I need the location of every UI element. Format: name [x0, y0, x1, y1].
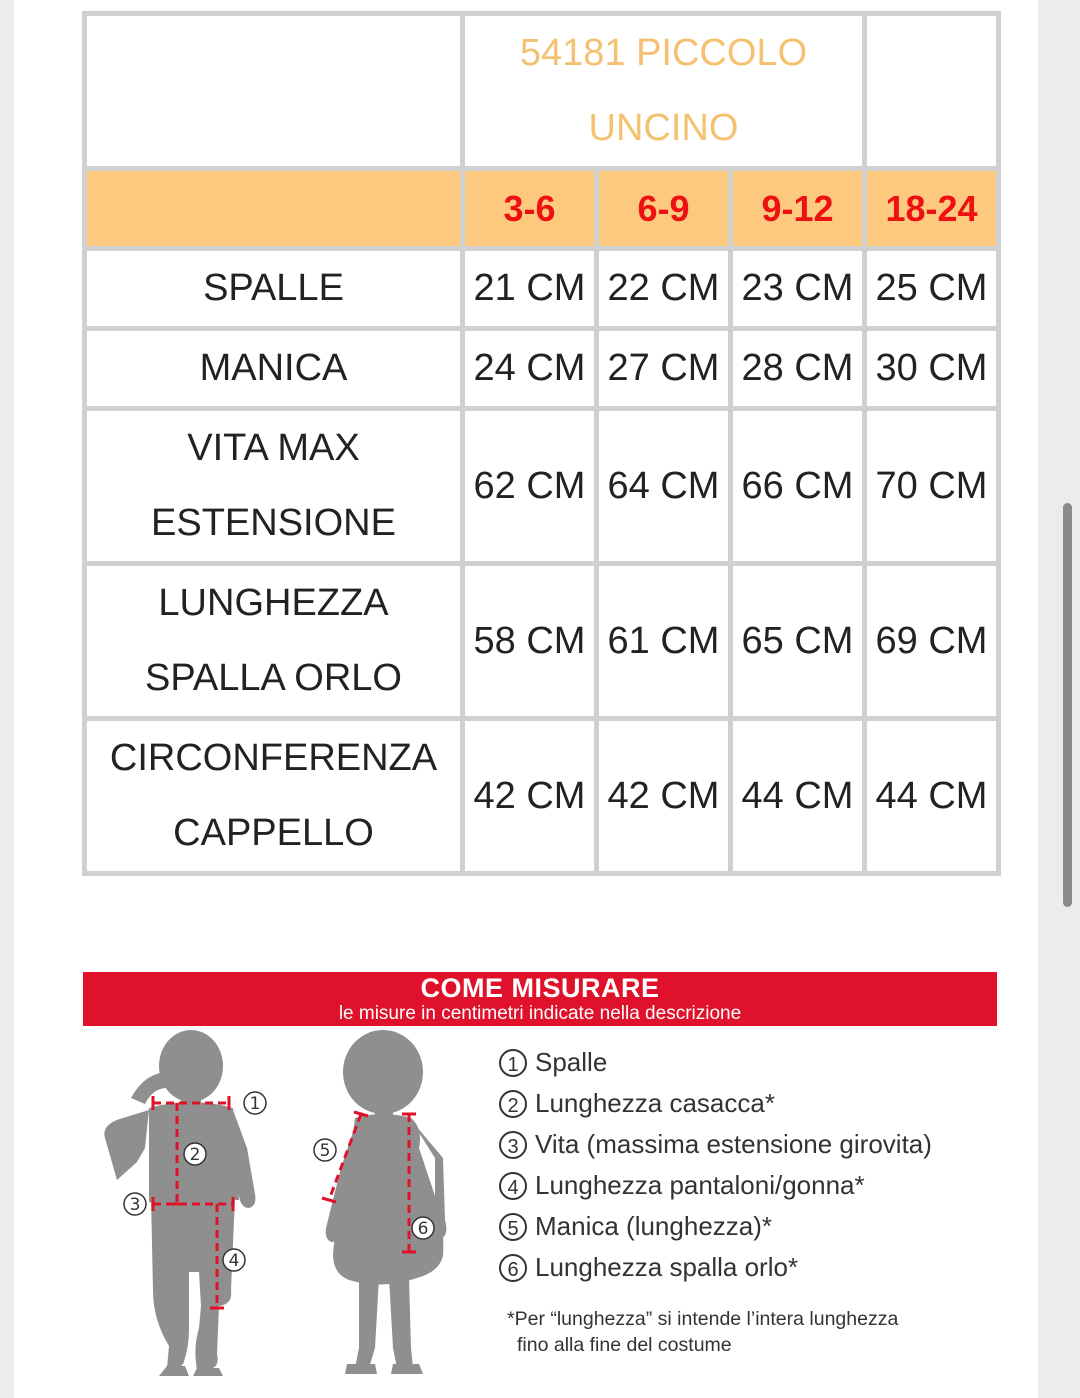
empty-corner-cell: [87, 16, 460, 166]
size-cell: 9-12: [733, 171, 862, 246]
legend-text: Vita (massima estensione girovita): [535, 1129, 932, 1159]
marker-3: 3: [129, 1195, 141, 1215]
measure-label: [87, 251, 460, 326]
measurement-legend: [499, 1042, 932, 1288]
legend-item: [499, 1083, 932, 1124]
measure-label-line: CAPPELLO: [173, 812, 374, 854]
marker-4: 4: [228, 1251, 240, 1271]
legend-item: [499, 1206, 932, 1247]
measure-label-line: VITA MAX: [187, 427, 360, 469]
legend-text: Lunghezza pantaloni/gonna*: [535, 1170, 865, 1200]
value-cell: 66 CM: [733, 411, 862, 561]
legend-number: 5: [499, 1213, 527, 1241]
empty-header-cell: [867, 16, 996, 166]
vertical-scrollbar[interactable]: [1063, 503, 1072, 907]
measure-label: [87, 411, 460, 561]
marker-6: 6: [417, 1219, 429, 1239]
legend-text: Manica (lunghezza)*: [535, 1211, 773, 1241]
footnote-line: fino alla fine del costume: [517, 1334, 732, 1356]
measurement-figures: [83, 1028, 483, 1378]
table-header-row: [87, 16, 996, 166]
measure-label: [87, 331, 460, 406]
marker-5: 5: [319, 1141, 331, 1161]
table-row: [87, 566, 996, 716]
legend-text: Lunghezza casacca*: [535, 1088, 775, 1118]
value-cell: 69 CM: [867, 566, 996, 716]
legend-item: [499, 1124, 932, 1165]
length-footnote: [507, 1306, 898, 1358]
value-cell: 25 CM: [867, 251, 996, 326]
how-to-measure-section: [83, 970, 997, 1380]
legend-number: 3: [499, 1131, 527, 1159]
value-cell: 70 CM: [867, 411, 996, 561]
marker-2: 2: [189, 1145, 201, 1165]
value-cell: 30 CM: [867, 331, 996, 406]
value-cell: 22 CM: [599, 251, 728, 326]
size-cell: 3-6: [465, 171, 594, 246]
size-table: [82, 11, 1001, 876]
value-cell: 64 CM: [599, 411, 728, 561]
size-cell: 18-24: [867, 171, 996, 246]
legend-number: 1: [499, 1049, 527, 1077]
size-header-row: [87, 171, 996, 246]
measure-label-line: MANICA: [199, 347, 348, 389]
legend-number: 4: [499, 1172, 527, 1200]
product-title-cell: [465, 16, 862, 166]
measure-label-line: CIRCONFERENZA: [109, 737, 438, 779]
value-cell: 58 CM: [465, 566, 594, 716]
value-cell: 42 CM: [599, 721, 728, 871]
girl-silhouette-icon: [326, 1030, 447, 1374]
value-cell: 27 CM: [599, 331, 728, 406]
banner-subtitle: le misure in centimetri indicate nella descrizione: [338, 1003, 742, 1024]
value-cell: 61 CM: [599, 566, 728, 716]
measure-label: [87, 721, 460, 871]
legend-number: 6: [499, 1254, 527, 1282]
value-cell: 42 CM: [465, 721, 594, 871]
legend-item: [499, 1042, 932, 1083]
legend-number: 2: [499, 1090, 527, 1118]
value-cell: 44 CM: [867, 721, 996, 871]
legend-text: Lunghezza spalla orlo*: [535, 1252, 799, 1282]
product-title-line: UNCINO: [588, 107, 739, 149]
size-corner-cell: [87, 171, 460, 246]
table-row: [87, 411, 996, 561]
marker-1: 1: [249, 1094, 261, 1114]
measure-label-line: ESTENSIONE: [151, 502, 396, 544]
product-title-line: 54181 PICCOLO: [519, 32, 808, 74]
how-to-measure-banner: [83, 972, 997, 1026]
value-cell: 24 CM: [465, 331, 594, 406]
legend-item: [499, 1247, 932, 1288]
value-cell: 65 CM: [733, 566, 862, 716]
table-row: [87, 721, 996, 871]
banner-title: COME MISURARE: [420, 973, 660, 1003]
value-cell: 21 CM: [465, 251, 594, 326]
value-cell: 23 CM: [733, 251, 862, 326]
value-cell: 62 CM: [465, 411, 594, 561]
value-cell: 44 CM: [733, 721, 862, 871]
measure-label-line: SPALLA ORLO: [145, 657, 402, 699]
measure-label-line: LUNGHEZZA: [158, 582, 389, 624]
value-cell: 28 CM: [733, 331, 862, 406]
measure-label: [87, 566, 460, 716]
legend-item: [499, 1165, 932, 1206]
table-row: [87, 251, 996, 326]
footnote-line: *Per “lunghezza” si intende l’intera lunghezza: [507, 1308, 899, 1330]
legend-text: Spalle: [535, 1047, 608, 1077]
size-cell: 6-9: [599, 171, 728, 246]
table-row: [87, 331, 996, 406]
measure-label-line: SPALLE: [203, 267, 344, 309]
